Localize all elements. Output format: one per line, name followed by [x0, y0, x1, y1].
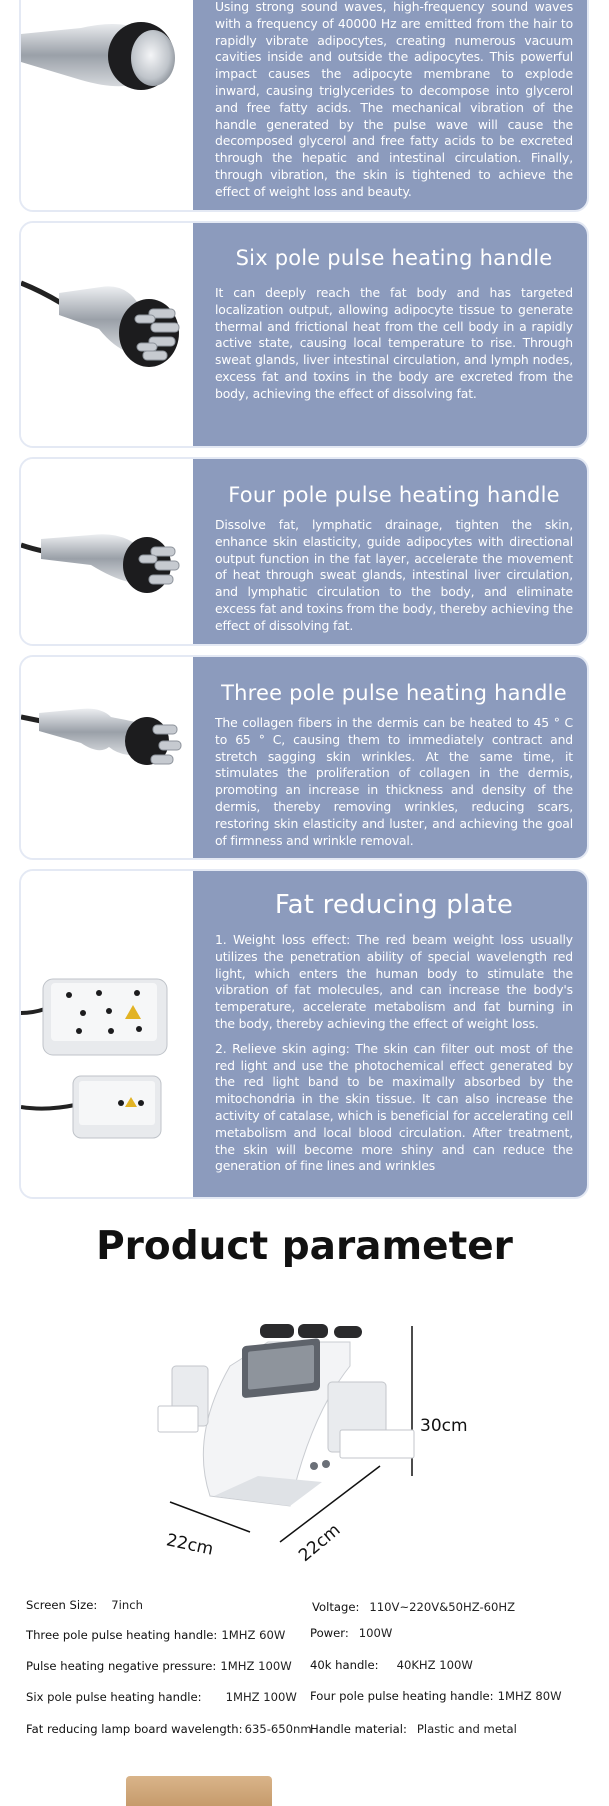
fat-reducing-plate-description-2: 2. Relieve skin aging: The skin can filter out most of the red light and use the photochemical effect generated by the red light band to be maximally absorbed by the mitochondria in the skin tissue. It can also increase the activity of catalase, which is beneficial for accelerating cell metabolism and local blood circulation. After treatment, the skin will become more shiny and can reduce the generation of fine lines and wrinkles	[215, 1040, 573, 1174]
fat-reducing-plate-panel	[193, 871, 587, 1197]
lipo-pad-image	[21, 871, 193, 1197]
spec-value: Plastic and metal	[416, 1722, 517, 1736]
spec-screen-size	[26, 1598, 143, 1612]
fat-reducing-plate-description-1: 1. Weight loss effect: The red beam weight loss usually utilizes the penetration ability of special wavelength red light, which enters the human body to stimulate the vibration of fat molecules, and can increase the body's temperature, accelerate metabolism and fat burning in the body, thereby achieving the effect of weight loss.	[215, 932, 573, 1031]
packaging-box-image	[126, 1776, 272, 1806]
card-cavitation	[19, 0, 589, 212]
three-pole-title: Three pole pulse heating handle	[221, 681, 567, 705]
spec-key: Six pole pulse heating handle:	[26, 1690, 202, 1704]
spec-power	[310, 1626, 392, 1640]
card-three-pole	[19, 655, 589, 860]
cavitation-description-panel	[193, 0, 587, 210]
three-pole-handle-image	[21, 657, 193, 858]
four-pole-description: Dissolve fat, lymphatic drainage, tighten the skin, enhance skin elasticity, guide adipocytes with directional output function in the fat layer, accelerate the movement of heat through sweat glands, intestinal liver circulation, and lymphatic circulation to the body, and eliminate excess fat and toxins from the body, thereby achieving the effect of dissolving fat.	[215, 517, 573, 633]
four-pole-title: Four pole pulse heating handle	[228, 483, 560, 507]
section-title: Product parameter	[96, 1224, 513, 1269]
spec-value: 1MHZ 100W	[225, 1690, 297, 1704]
cavitation-handle-image	[21, 0, 193, 210]
spec-value: 1MHZ 100W	[220, 1659, 292, 1673]
three-pole-panel	[193, 657, 587, 858]
spec-lamp-wavelength	[26, 1722, 312, 1736]
spec-value: 7inch	[111, 1598, 143, 1612]
three-pole-description: The collagen fibers in the dermis can be heated to 45 ° C to 65 ° C, causing them to immediately contract and stretch sagging skin wrinkles. At the same time, it stimulates the proliferation of collagen in the dermis, promoting an increase in thickness and density of the dermis, thereby removing wrinkles, reducing scars, restoring skin elasticity and luster, and achieving the goal of firmness and wrinkle removal.	[215, 715, 573, 848]
four-pole-handle-image	[21, 459, 193, 644]
card-six-pole	[19, 221, 589, 448]
spec-value: 100W	[358, 1626, 393, 1640]
four-pole-panel	[193, 459, 587, 644]
spec-key: Power:	[310, 1626, 349, 1640]
spec-voltage	[312, 1600, 515, 1614]
spec-four-pole	[310, 1689, 562, 1703]
spec-value: 1MHZ 80W	[497, 1689, 562, 1703]
cavitation-description: Using strong sound waves, high-frequency sound waves with a frequency of 40000 Hz are emitted from the hair to rapidly vibrate adipocytes, creating numerous vacuum cavities inside and outside the adipocytes. This powerful impact causes the adipocyte membrane to explode inward, causing triglycerides to decompose into glycerol and free fatty acids. The mechanical vibration of the handle generated by the pulse wave will cause the decomposed glycerol and free fatty acids to be excreted through the hepatic and intestinal circulation. Finally, through vibration, the skin is tightened to achieve the effect of weight loss and beauty.	[215, 0, 573, 199]
spec-value: 1MHZ 60W	[221, 1628, 286, 1642]
spec-key: Voltage:	[312, 1600, 360, 1614]
six-pole-description: It can deeply reach the fat body and has targeted localization output, allowing adipocyte tissue to generate thermal and frictional heat from the cell body in a rapidly active state, causing local temperature to rise. Through sweat glands, liver intestinal circulation, and lymph nodes, excess fat and toxins in the body are excreted from the body, achieving the effect of dissolving fat.	[215, 285, 573, 401]
spec-key: Fat reducing lamp board wavelength:	[26, 1722, 243, 1736]
fat-reducing-plate-title: Fat reducing plate	[274, 890, 514, 920]
spec-key: Three pole pulse heating handle:	[26, 1628, 218, 1642]
spec-key: Pulse heating negative pressure:	[26, 1659, 217, 1673]
card-fat-reducing-plate	[19, 869, 589, 1199]
spec-key: Four pole pulse heating handle:	[310, 1689, 494, 1703]
spec-value: 110V~220V&50HZ-60HZ	[369, 1600, 516, 1614]
spec-key: 40k handle:	[310, 1658, 379, 1672]
dimension-depth-label: 22cm	[295, 1520, 345, 1566]
machine-image	[150, 1306, 440, 1546]
dimension-width-label: 22cm	[164, 1530, 216, 1560]
spec-six-pole	[26, 1690, 297, 1704]
spec-value: 40KHZ 100W	[396, 1658, 473, 1672]
spec-key: Screen Size:	[26, 1598, 98, 1612]
spec-handle-material	[310, 1722, 517, 1736]
six-pole-title: Six pole pulse heating handle	[235, 246, 553, 270]
spec-40k-handle	[310, 1658, 473, 1672]
spec-value: 635-650nm	[244, 1722, 312, 1736]
spec-three-pole	[26, 1628, 285, 1642]
six-pole-panel	[193, 223, 587, 446]
dimension-height-label: 30cm	[420, 1416, 468, 1436]
spec-negative-pressure	[26, 1659, 292, 1673]
spec-key: Handle material:	[310, 1722, 407, 1736]
card-four-pole	[19, 457, 589, 646]
six-pole-handle-image	[21, 223, 193, 446]
